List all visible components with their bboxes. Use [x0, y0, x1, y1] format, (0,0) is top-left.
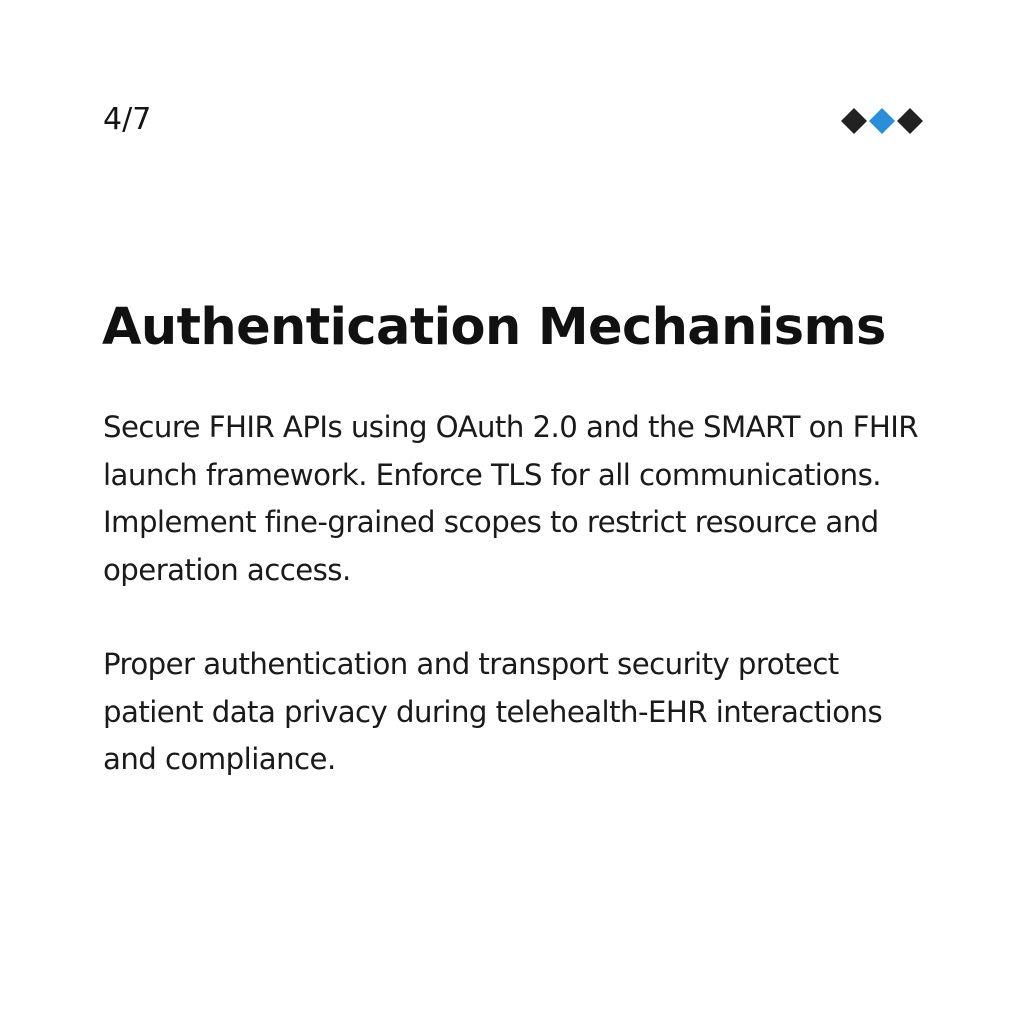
page-title: Authentication Mechanisms — [102, 298, 886, 357]
body-paragraph-2: Proper authentication and transport security protect patient data privacy during telehealth-EHR interactions and compliance. — [103, 647, 883, 776]
diamond-icons — [841, 108, 923, 134]
diamond-icons-svg — [841, 108, 923, 134]
page-indicator: 4/7 — [103, 102, 152, 137]
diamond-icon-2 — [869, 108, 895, 134]
diamond-icon-3 — [897, 108, 923, 134]
body-paragraph-1: Secure FHIR APIs using OAuth 2.0 and the SMART on FHIR launch framework. Enforce TLS for all communications. Implement fine-grained scopes to restrict resource and operation access. — [103, 410, 919, 587]
diamond-icon-1 — [841, 108, 867, 134]
